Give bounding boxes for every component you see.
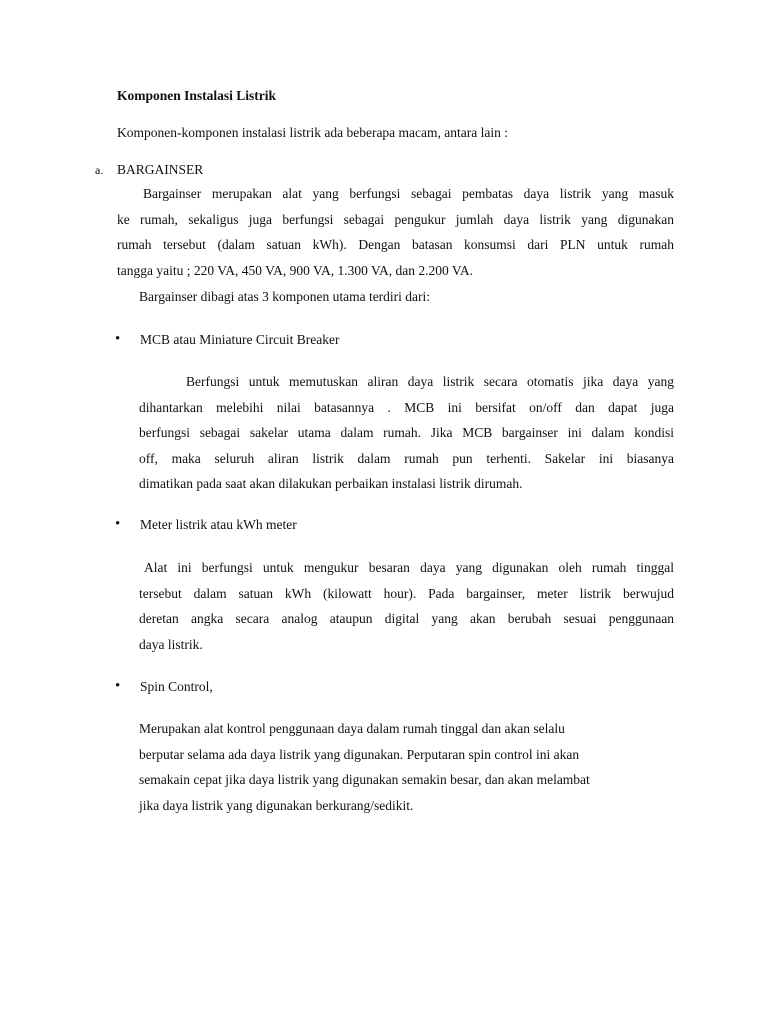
- paragraph-line: dihantarkan melebihi nilai batasannya . MCB ini bersifat on/off dan dapat juga: [139, 399, 674, 415]
- bullet-label-spin-control: Spin Control,: [140, 679, 213, 694]
- paragraph-line: off, maka seluruh aliran listrik dalam rumah pun terhenti. Sakelar ini biasanya: [139, 450, 674, 466]
- paragraph-line: tersebut dalam satuan kWh (kilowatt hour). Pada bargainser, meter listrik berwujud: [139, 585, 674, 601]
- mcb-description: [139, 369, 674, 497]
- spin-control-description: [139, 716, 674, 818]
- paragraph-line: ke rumah, sekaligus juga berfungsi sebagai pengukur jumlah daya listrik yang digunakan: [117, 211, 674, 227]
- document-title: Komponen Instalasi Listrik: [117, 88, 277, 103]
- paragraph-line: deretan angka secara analog ataupun digital yang akan berubah sesuai penggunaan: [139, 611, 674, 626]
- paragraph-line: berfungsi sebagai sakelar utama dalam rumah. Jika MCB bargainser ini dalam kondisi: [139, 425, 674, 440]
- bargainser-description: [117, 181, 674, 283]
- paragraph-line: semakain cepat jika daya listrik yang digunakan semakin besar, dan akan melambat: [139, 772, 590, 787]
- kwh-meter-description: [139, 555, 674, 657]
- paragraph-line: daya listrik.: [139, 636, 203, 652]
- paragraph-line: Berfungsi untuk memutuskan aliran daya listrik secara otomatis jika daya yang: [186, 374, 674, 389]
- bullet-icon: •: [115, 331, 121, 347]
- paragraph-line: rumah tersebut (dalam satuan kWh). Dengan batasan konsumsi dari PLN untuk rumah: [117, 237, 674, 252]
- paragraph-line: jika daya listrik yang digunakan berkurang/sedikit.: [139, 797, 414, 813]
- paragraph-line: tangga yaitu ; 220 VA, 450 VA, 900 VA, 1.300 VA, dan 2.200 VA.: [117, 262, 474, 278]
- bullet-icon: •: [115, 516, 121, 532]
- section-heading-bargainser: BARGAINSER: [117, 162, 204, 177]
- bullet-label-kwh-meter: Meter listrik atau kWh meter: [140, 517, 297, 532]
- list-marker-a: a.: [95, 163, 104, 177]
- bullet-icon: •: [115, 678, 121, 694]
- paragraph-line: dimatikan pada saat akan dilakukan perbaikan instalasi listrik dirumah.: [139, 476, 523, 491]
- paragraph-line: berputar selama ada daya listrik yang digunakan. Perputaran spin control ini akan: [139, 746, 580, 762]
- intro-text: Komponen-komponen instalasi listrik ada beberapa macam, antara lain :: [117, 125, 508, 140]
- paragraph-line: Merupakan alat kontrol penggunaan daya dalam rumah tinggal dan akan selalu: [139, 721, 565, 736]
- paragraph-line: Alat ini berfungsi untuk mengukur besaran daya yang digunakan oleh rumah tinggal: [144, 560, 674, 575]
- bullet-label-mcb: MCB atau Miniature Circuit Breaker: [140, 332, 340, 347]
- paragraph-line: Bargainser merupakan alat yang berfungsi sebagai pembatas daya listrik yang masuk: [143, 186, 674, 201]
- components-intro: Bargainser dibagi atas 3 komponen utama terdiri dari:: [139, 289, 431, 304]
